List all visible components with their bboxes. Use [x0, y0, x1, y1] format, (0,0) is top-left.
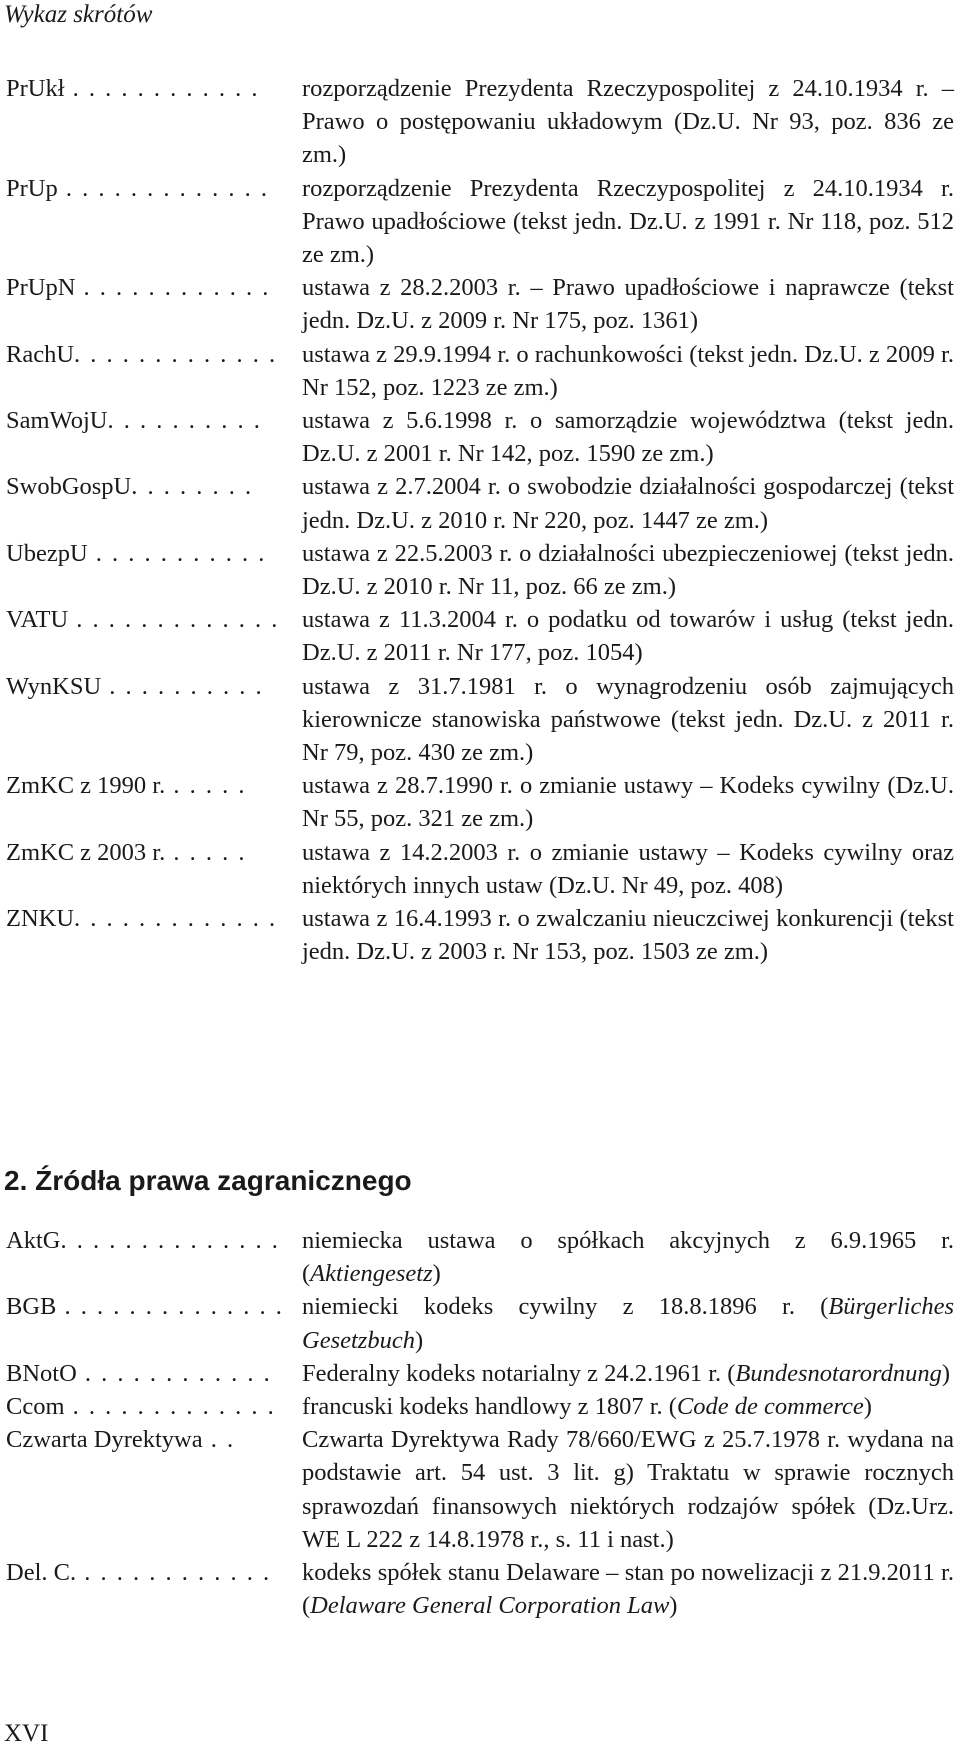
list-item — [6, 1290, 954, 1356]
abbreviation-definition: ustawa z 11.3.2004 r. o podatku od towarów i usług (tekst jedn. Dz.U. z 2011 r. Nr 177, poz. 1054) — [302, 606, 954, 667]
leader-dots: . . . . . . . . . . . . . — [74, 340, 278, 368]
abbreviation: Del. C. — [6, 1559, 77, 1587]
abbreviation: BGB — [6, 1293, 57, 1321]
leader-dots: . . . . . . . . . . . . . — [68, 606, 280, 634]
list-item — [6, 271, 954, 337]
abbreviation: SamWojU — [6, 407, 108, 435]
abbreviation-list-domestic — [6, 72, 954, 968]
list-item — [6, 338, 954, 404]
running-title: Wykaz skrótów — [4, 1, 153, 28]
list-item — [6, 470, 954, 536]
leader-dots: . . . . . . . . . . . . . . — [56, 1293, 284, 1321]
list-item — [6, 670, 954, 770]
abbreviation-definition: rozporządzenie Prezydenta Rzeczypospolitej z 24.10.1934 r. Prawo upadłościowe (tekst jedn. Dz.U. z 1991 r. Nr 118, poz. 512 ze zm.) — [302, 174, 954, 269]
original-title: Code de commerce — [676, 1393, 864, 1421]
leader-dots: . . . . . . . . — [131, 473, 254, 501]
list-item — [6, 537, 954, 603]
abbreviation-definition: ustawa z 31.7.1981 r. o wynagrodzeniu osób zajmujących kierownicze stanowiska państwowe (tekst jedn. Dz.U. z 2011 r. Nr 79, poz. 430 ze zm.) — [302, 672, 954, 767]
list-item — [6, 404, 954, 470]
abbreviation: PrUkł — [6, 75, 65, 102]
abbreviation-definition: francuski kodeks handlowy z 1807 r. (Code de commerce) — [302, 1393, 872, 1421]
abbreviation-definition: niemiecki kodeks cywilny z 18.8.1896 r. (Bürgerliches Gesetzbuch) — [302, 1293, 954, 1354]
abbreviation-definition: ustawa z 29.9.1994 r. o rachunkowości (tekst jedn. Dz.U. z 2009 r. Nr 152, poz. 1223 ze zm.) — [302, 340, 954, 401]
leader-dots: . . . . . . . . . . . . . — [57, 174, 269, 202]
original-title: Bundesnotarordnung — [735, 1359, 942, 1387]
list-item — [6, 1423, 954, 1556]
original-title: Aktiengesetz — [310, 1260, 433, 1288]
abbreviation-definition: ustawa z 28.2.2003 r. – Prawo upadłościowe i naprawcze (tekst jedn. Dz.U. z 2009 r. Nr 175, poz. 1361) — [302, 274, 954, 335]
list-item — [6, 1224, 954, 1290]
list-item — [6, 72, 954, 172]
abbreviation-definition: ustawa z 14.2.2003 r. o zmianie ustawy – Kodeks cywilny oraz niektórych innych ustaw (Dz.U. Nr 49, poz. 408) — [302, 838, 954, 899]
page-number: XVI — [4, 1720, 49, 1747]
list-item — [6, 836, 954, 902]
section-heading: 2. Źródła prawa zagranicznego — [4, 1165, 412, 1196]
leader-dots: . . . . . . . . . . . . . . — [60, 1227, 280, 1254]
abbreviation-definition: kodeks spółek stanu Delaware – stan po nowelizacji z 21.9.2011 r. (Delaware General Corporation Law) — [302, 1559, 954, 1620]
abbreviation: VATU — [6, 606, 69, 634]
abbreviation: PrUpN — [6, 274, 76, 302]
abbreviation-definition: Czwarta Dyrektywa Rady 78/660/EWG z 25.7.1978 r. wydana na podstawie art. 54 ust. 3 lit. g) Traktatu w sprawie rocznych sprawozdań finansowych niektórych rodzajów spółek (Dz.Urz. WE L 222 z 14.8.1978 r., s. 11 i nast.) — [302, 1426, 954, 1553]
list-item — [6, 902, 954, 968]
abbreviation-definition: ustawa z 5.6.1998 r. o samorządzie województwa (tekst jedn. Dz.U. z 2001 r. Nr 142, poz. 1590 ze zm.) — [302, 407, 954, 468]
leader-dots: . . . . . — [165, 772, 247, 800]
abbreviation: ZmKC z 2003 r. — [6, 838, 166, 866]
abbreviation: ZmKC z 1990 r. — [6, 772, 166, 800]
original-title: Bürgerliches Gesetzbuch — [302, 1293, 954, 1354]
abbreviation: WynKSU — [6, 672, 102, 700]
leader-dots: . . . . . — [165, 838, 247, 866]
abbreviation-definition: rozporządzenie Prezydenta Rzeczypospolitej z 24.10.1934 r. – Prawo o postępowaniu układowym (Dz.U. Nr 93, poz. 836 ze zm.) — [302, 75, 954, 169]
leader-dots: . . . . . . . . . . — [101, 672, 264, 700]
abbreviation-definition: ustawa z 2.7.2004 r. o swobodzie działalności gospodarczej (tekst jedn. Dz.U. z 2010 r. Nr 220, poz. 1447 ze zm.) — [302, 473, 954, 534]
abbreviation: PrUp — [6, 174, 58, 202]
list-item — [6, 1357, 954, 1390]
abbreviation: BNotO — [6, 1359, 77, 1387]
list-item — [6, 1390, 954, 1423]
abbreviation-list-foreign — [6, 1224, 954, 1622]
abbreviation: SwobGospU — [6, 473, 132, 501]
abbreviation-definition: Federalny kodeks notarialny z 24.2.1961 r. (Bundesnotarordnung) — [302, 1359, 951, 1387]
abbreviation: ZNKU — [6, 905, 75, 933]
abbreviation-definition: ustawa z 16.4.1993 r. o zwalczaniu nieuczciwej konkurencji (tekst jedn. Dz.U. z 2003 r. Nr 153, poz. 1503 ze zm.) — [302, 905, 954, 966]
leader-dots: . . . . . . . . . . . — [87, 539, 267, 567]
abbreviation: RachU — [6, 340, 75, 368]
leader-dots: . . . . . . . . . . . . . — [74, 905, 278, 933]
list-item — [6, 769, 954, 835]
abbreviation-definition: niemiecka ustawa o spółkach akcyjnych z 6.9.1965 r. (Aktiengesetz) — [302, 1227, 954, 1288]
original-title: Delaware General Corporation Law — [310, 1592, 670, 1620]
leader-dots: . . . . . . . . . . . . — [64, 75, 260, 102]
leader-dots: . . . . . . . . . . . . — [75, 274, 271, 302]
abbreviation: Czwarta Dyrektywa — [6, 1426, 203, 1454]
abbreviation: UbezpU — [6, 539, 88, 567]
abbreviation: Ccom — [6, 1393, 65, 1421]
leader-dots: . . . . . . . . . . . . . — [64, 1393, 276, 1421]
leader-dots: . . . . . . . . . . — [107, 407, 262, 435]
list-item — [6, 1556, 954, 1622]
leader-dots: . . — [202, 1426, 236, 1454]
list-item — [6, 172, 954, 272]
leader-dots: . . . . . . . . . . . . — [76, 1559, 272, 1587]
leader-dots: . . . . . . . . . . . . — [76, 1359, 272, 1387]
abbreviation: AktG — [6, 1227, 61, 1254]
abbreviation-definition: ustawa z 22.5.2003 r. o działalności ubezpieczeniowej (tekst jedn. Dz.U. z 2010 r. Nr 11, poz. 66 ze zm.) — [302, 539, 954, 601]
list-item — [6, 603, 954, 669]
abbreviation-definition: ustawa z 28.7.1990 r. o zmianie ustawy – Kodeks cywilny (Dz.U. Nr 55, poz. 321 ze zm.) — [302, 772, 954, 833]
